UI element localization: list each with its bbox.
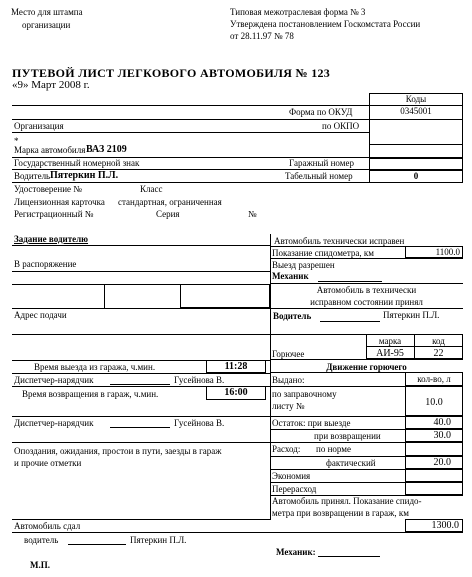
dispatcher2-label: Диспетчер-нарядчик bbox=[14, 418, 94, 428]
economy-label: Экономия bbox=[272, 471, 311, 481]
ticket-label-2: листу № bbox=[272, 401, 305, 411]
car-handed-label: Автомобиль сдал bbox=[14, 521, 81, 531]
footer-driver-label: водитель bbox=[24, 535, 59, 545]
norm-box bbox=[405, 442, 463, 456]
driver-value: Пятеркин П.Л. bbox=[50, 170, 119, 181]
departure-time-value: 11:28 bbox=[224, 361, 248, 372]
dispatcher-label: Диспетчер-нарядчик bbox=[14, 375, 94, 385]
remain-return-value: 30.0 bbox=[433, 430, 451, 441]
task-inner-box bbox=[180, 284, 270, 308]
notes-line1: Опоздания, ожидания, простои в пути, заезды в гараж bbox=[14, 446, 222, 456]
codes-header: Коды bbox=[405, 94, 427, 104]
page-title bbox=[12, 67, 330, 79]
car-ok-label: Автомобиль технически исправен bbox=[274, 236, 405, 246]
at-disposal-label: В распоряжение bbox=[14, 259, 77, 269]
form-line3: от 28.11.97 № 78 bbox=[230, 31, 294, 41]
tab-number-value: 0 bbox=[413, 171, 419, 181]
footer-mechanic-label: Механик: bbox=[276, 547, 316, 557]
fuel-brand-value: АИ-95 bbox=[376, 348, 404, 359]
organization-label: Организация bbox=[14, 121, 64, 131]
overspend-box bbox=[405, 482, 463, 495]
okpo-label: по ОКПО bbox=[322, 121, 360, 131]
task-title: Задание водителю bbox=[14, 234, 89, 244]
registration-label: Регистрационный № bbox=[14, 209, 94, 219]
mechanic-label: Механик bbox=[272, 271, 309, 281]
norm-label: по норме bbox=[316, 444, 351, 454]
economy-box bbox=[405, 469, 463, 482]
dispatcher-value: Гусейнова В. bbox=[174, 375, 225, 385]
title-number: № 123 bbox=[295, 66, 331, 80]
title-main: ПУТЕВОЙ ЛИСТ ЛЕГКОВОГО АВТОМОБИЛЯ bbox=[12, 66, 293, 80]
stamp-place-line1: Место для штампа bbox=[11, 7, 83, 17]
form-line2: Утверждена постановлением Госкомстата России bbox=[230, 19, 421, 29]
fuel-brand-header: марка bbox=[378, 336, 402, 346]
departure-time-label: Время выезда из гаража, ч.мин. bbox=[34, 362, 156, 372]
fuel-code-value: 22 bbox=[433, 348, 444, 359]
driver-label: Водитель bbox=[14, 171, 51, 181]
footer-driver-value: Пятеркин П.Л. bbox=[130, 535, 187, 545]
fuel-label: Горючее bbox=[272, 349, 305, 359]
form-line1: Типовая межотраслевая форма № 3 bbox=[230, 7, 366, 17]
dispatcher2-value: Гусейнова В. bbox=[174, 418, 225, 428]
actual-label: фактический bbox=[326, 458, 376, 468]
right-driver-value: Пятеркин П.Л. bbox=[383, 310, 440, 320]
stamp-mp: М.П. bbox=[30, 560, 50, 570]
departure-allowed-label: Выезд разрешен bbox=[272, 260, 335, 270]
consumption-label: Расход: bbox=[272, 444, 301, 454]
okud-value: 0345001 bbox=[400, 106, 432, 116]
right-driver-label: Водитель bbox=[273, 311, 312, 321]
return-line1: Автомобиль принял. Показание спидо- bbox=[272, 496, 422, 506]
fuel-code-header: код bbox=[432, 336, 445, 346]
odometer-label: Показание спидометра, км bbox=[272, 248, 374, 258]
number-sign: № bbox=[248, 209, 257, 219]
return-time-label: Время возвращения в гараж, ч.мин. bbox=[22, 389, 159, 399]
notes-line2: и прочие отметки bbox=[14, 458, 82, 468]
accepted-line1: Автомобиль в технически bbox=[316, 285, 417, 295]
car-model-value: ВАЗ 2109 bbox=[86, 144, 127, 155]
stamp-place-line2: организации bbox=[22, 20, 71, 30]
accepted-line2: исправном состоянии принял bbox=[310, 297, 423, 307]
return-line2: метра при возвращении в гараж, км bbox=[272, 508, 409, 518]
actual-value: 20.0 bbox=[433, 457, 451, 468]
series-label: Серия bbox=[156, 209, 180, 219]
fuel-movement-title: Движение горючего bbox=[326, 362, 407, 372]
car-model-label: Марка автомобиля bbox=[14, 145, 86, 155]
qty-header: кол-во, л bbox=[417, 374, 451, 384]
address-label: Адрес подачи bbox=[14, 310, 67, 320]
overspend-label: Перерасход bbox=[272, 484, 317, 494]
ticket-value: 10.0 bbox=[425, 397, 443, 408]
license-card-value: стандартная, ограниченная bbox=[118, 197, 222, 207]
okud-label: Форма по ОКУД bbox=[289, 107, 353, 117]
certificate-label: Удостоверение № bbox=[14, 184, 82, 194]
tab-number-label: Табельный номер bbox=[285, 171, 353, 181]
star-mark: * bbox=[14, 136, 19, 146]
title-date: «9» Март 2008 г. bbox=[12, 79, 90, 91]
remain-out-value: 40.0 bbox=[433, 417, 451, 428]
remain-return-label: при возвращении bbox=[314, 431, 381, 441]
return-odometer-value: 1300.0 bbox=[431, 520, 459, 531]
class-label: Класс bbox=[140, 184, 163, 194]
garage-number-box bbox=[369, 157, 463, 170]
return-time-value: 16:00 bbox=[224, 387, 248, 398]
reg-number-label: Государственный номерной знак bbox=[14, 158, 140, 168]
garage-number-label: Гаражный номер bbox=[289, 158, 354, 168]
fuel-issued-label: Выдано: bbox=[272, 375, 305, 385]
odometer-value: 1100.0 bbox=[435, 247, 460, 257]
ticket-label-1: по заправочному bbox=[272, 389, 337, 399]
license-card-label: Лицензионная карточка bbox=[14, 197, 105, 207]
remain-out-label: Остаток: при выезде bbox=[272, 418, 351, 428]
